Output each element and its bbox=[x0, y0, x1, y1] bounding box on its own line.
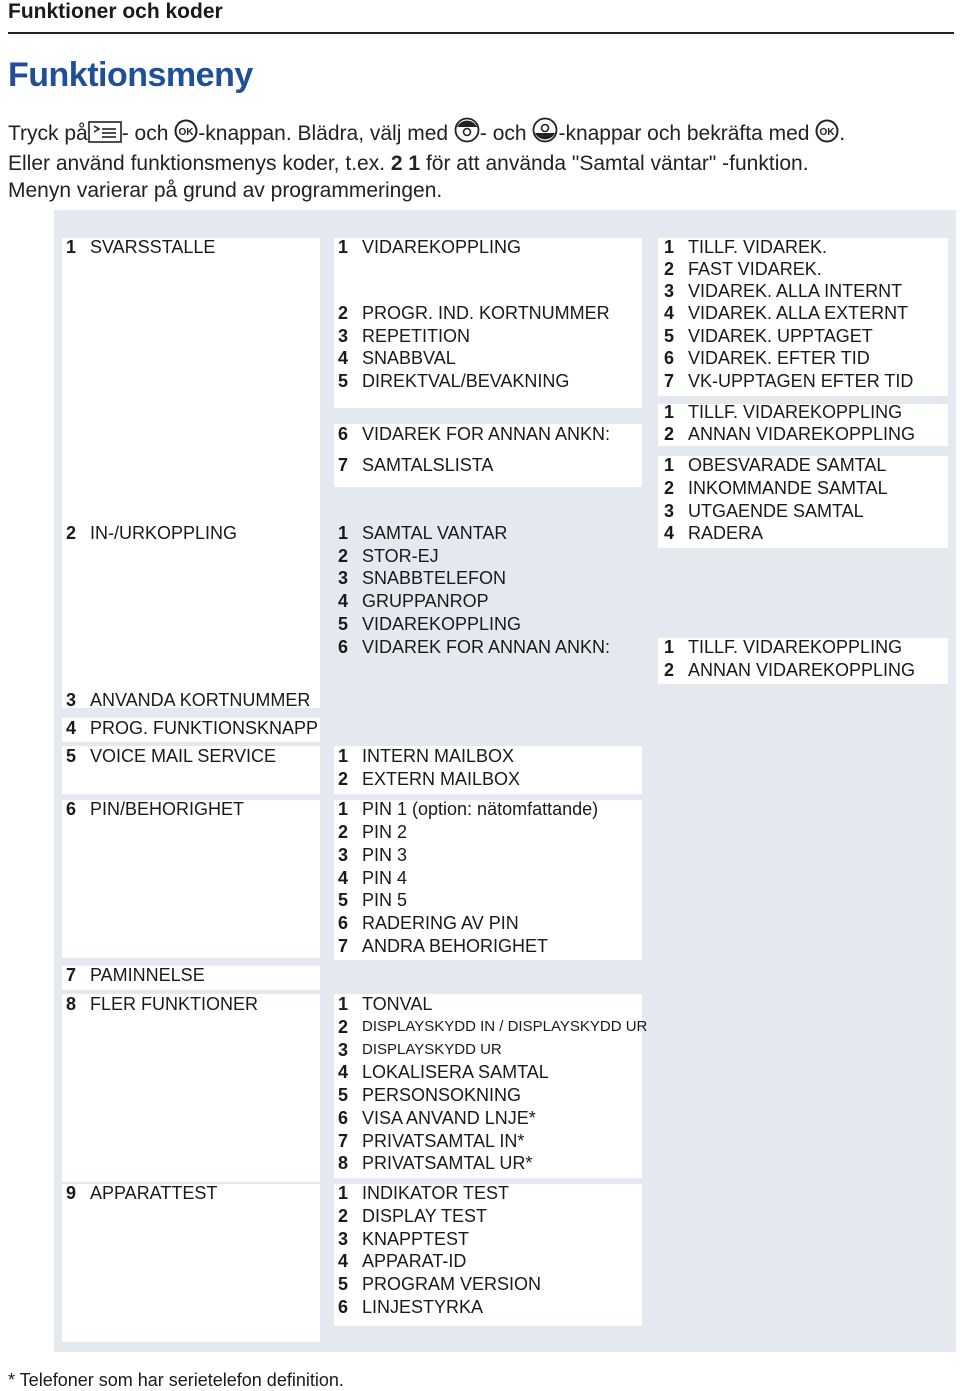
col1-item-number: 6 bbox=[66, 799, 77, 819]
col3-item-number: 7 bbox=[664, 371, 675, 391]
col2-item-label: PERSONSOKNING bbox=[362, 1085, 522, 1105]
col2-item-label: VIDAREKOPPLING bbox=[362, 237, 522, 257]
col3-item-label: ANNAN VIDAREKOPPLING bbox=[688, 660, 916, 680]
col2-item-label: INTERN MAILBOX bbox=[362, 746, 515, 766]
intro-l1d: - och bbox=[479, 122, 527, 145]
col2-item-label: VIDAREK FOR ANNAN ANKN: bbox=[362, 424, 611, 444]
col2-item-number: 2 bbox=[338, 1017, 349, 1037]
col2-item-number: 4 bbox=[338, 591, 349, 611]
col3-item-label: OBESVARADE SAMTAL bbox=[688, 455, 887, 475]
col2-item-label: SNABBVAL bbox=[362, 348, 456, 368]
col2-item-label: PRIVATSAMTAL UR* bbox=[362, 1153, 533, 1173]
menu-column-box bbox=[62, 524, 320, 706]
col2-item-number: 4 bbox=[338, 1062, 349, 1082]
col2-item-label: PIN 4 bbox=[362, 868, 408, 888]
col2-item-number: 2 bbox=[338, 769, 349, 789]
intro-l1b: - och bbox=[121, 122, 169, 145]
col1-item-label: VOICE MAIL SERVICE bbox=[90, 746, 277, 766]
col2-item-label: GRUPPANROP bbox=[362, 591, 489, 611]
col2-item-number: 3 bbox=[338, 326, 349, 346]
intro-code: 2 1 bbox=[390, 152, 421, 175]
col1-item-number: 2 bbox=[66, 523, 77, 543]
col2-item-number: 4 bbox=[338, 348, 349, 368]
col1-item-label: PIN/BEHORIGHET bbox=[90, 799, 245, 819]
svg-text:OK: OK bbox=[819, 127, 835, 138]
col2-item-label: PIN 5 bbox=[362, 890, 408, 910]
col3-item-label: VK-UPPTAGEN EFTER TID bbox=[688, 371, 914, 391]
col2-item-number: 1 bbox=[338, 237, 349, 257]
col2-item-label: INDIKATOR TEST bbox=[362, 1183, 510, 1203]
menu-key-icon bbox=[88, 121, 122, 150]
col3-item-number: 2 bbox=[664, 660, 675, 680]
col1-item-label: ANVANDA KORTNUMMER bbox=[90, 690, 311, 710]
intro-text bbox=[8, 117, 958, 204]
col3-item-number: 6 bbox=[664, 348, 675, 368]
col2-item-label: RADERING AV PIN bbox=[362, 913, 519, 933]
col2-item-number: 2 bbox=[338, 822, 349, 842]
col3-item-label: TILLF. VIDAREKOPPLING bbox=[688, 637, 903, 657]
col2-item-label: DISPLAYSKYDD UR bbox=[362, 1041, 502, 1058]
col2-item-label: SNABBTELEFON bbox=[362, 568, 507, 588]
scroll-up-key-icon bbox=[454, 117, 480, 150]
col2-item-label: SAMTAL VANTAR bbox=[362, 523, 508, 543]
col2-item-number: 3 bbox=[338, 845, 349, 865]
col3-item-number: 4 bbox=[664, 303, 675, 323]
col1-item-number: 8 bbox=[66, 994, 77, 1014]
col1-item-number: 4 bbox=[66, 718, 77, 738]
intro-line-1 bbox=[8, 117, 958, 150]
col2-item-number: 4 bbox=[338, 1251, 349, 1271]
col2-item-number: 8 bbox=[338, 1153, 349, 1173]
intro-l2a: Eller använd funktionsmenys koder, t.ex. bbox=[8, 152, 386, 175]
col1-item-number: 5 bbox=[66, 746, 77, 766]
col1-item-number: 9 bbox=[66, 1183, 77, 1203]
col2-item-label: PIN 1 (option: nätomfattande) bbox=[362, 799, 599, 819]
col2-item-label: REPETITION bbox=[362, 326, 471, 346]
col2-item-number: 3 bbox=[338, 1040, 349, 1060]
col2-item-number: 7 bbox=[338, 1131, 349, 1151]
col2-item-number: 5 bbox=[338, 371, 349, 391]
col2-item-label: LOKALISERA SAMTAL bbox=[362, 1062, 549, 1082]
col2-item-number: 2 bbox=[338, 303, 349, 323]
col1-item-number: 1 bbox=[66, 237, 77, 257]
menu-column-box bbox=[62, 1184, 320, 1342]
col3-item-number: 2 bbox=[664, 259, 675, 279]
col2-item-number: 5 bbox=[338, 1274, 349, 1294]
col1-item-number: 3 bbox=[66, 690, 77, 710]
col2-item-label: DIREKTVAL/BEVAKNING bbox=[362, 371, 570, 391]
intro-l1a: Tryck på bbox=[8, 122, 88, 145]
col2-item-label: VISA ANVAND LNJE* bbox=[362, 1108, 536, 1128]
col2-item-label: VIDAREK FOR ANNAN ANKN: bbox=[362, 637, 611, 657]
col3-item-number: 1 bbox=[664, 637, 675, 657]
col2-item-number: 4 bbox=[338, 868, 349, 888]
col3-item-label: TILLF. VIDAREKOPPLING bbox=[688, 402, 903, 422]
col2-item-number: 2 bbox=[338, 546, 349, 566]
col3-item-number: 3 bbox=[664, 281, 675, 301]
col3-item-label: FAST VIDAREK. bbox=[688, 259, 822, 279]
col2-item-label: DISPLAY TEST bbox=[362, 1206, 488, 1226]
col1-item-label: PROG. FUNKTIONSKNAPP bbox=[90, 718, 319, 738]
col3-item-label: RADERA bbox=[688, 523, 764, 543]
intro-l1f: . bbox=[839, 122, 846, 145]
intro-l2b: för att använda "Samtal väntar" -funktion. bbox=[425, 152, 809, 175]
section-header: Funktioner och koder bbox=[8, 0, 223, 23]
col2-item-label: PROGR. IND. KORTNUMMER bbox=[362, 303, 610, 323]
col2-item-label: PROGRAM VERSION bbox=[362, 1274, 542, 1294]
col2-item-number: 6 bbox=[338, 637, 349, 657]
col2-item-number: 1 bbox=[338, 1183, 349, 1203]
intro-l1c: -knappan. Blädra, välj med bbox=[198, 122, 449, 145]
col3-item-number: 3 bbox=[664, 501, 675, 521]
page-title: Funktionsmeny bbox=[8, 56, 253, 94]
col2-item-number: 1 bbox=[338, 746, 349, 766]
col2-item-number: 6 bbox=[338, 424, 349, 444]
col2-item-number: 6 bbox=[338, 913, 349, 933]
intro-l1e: -knappar och bekräfta med bbox=[558, 122, 810, 145]
col2-item-label: VIDAREKOPPLING bbox=[362, 614, 522, 634]
col2-item-number: 5 bbox=[338, 1085, 349, 1105]
ok-key-icon-2 bbox=[815, 119, 839, 150]
col2-item-number: 3 bbox=[338, 1229, 349, 1249]
ok-key-icon bbox=[174, 119, 198, 150]
col2-item-number: 7 bbox=[338, 936, 349, 956]
col3-item-number: 4 bbox=[664, 523, 675, 543]
col3-item-label: VIDAREK. EFTER TID bbox=[688, 348, 870, 368]
col3-item-label: VIDAREK. UPPTAGET bbox=[688, 326, 873, 346]
col3-item-label: ANNAN VIDAREKOPPLING bbox=[688, 424, 916, 444]
col2-item-number: 1 bbox=[338, 994, 349, 1014]
col2-item-label: KNAPPTEST bbox=[362, 1229, 470, 1249]
col2-item-number: 2 bbox=[338, 1206, 349, 1226]
col2-item-label: SAMTALSLISTA bbox=[362, 455, 494, 475]
col2-item-label: STOR-EJ bbox=[362, 546, 439, 566]
col3-item-number: 5 bbox=[664, 326, 675, 346]
col3-item-label: VIDAREK. ALLA EXTERNT bbox=[688, 303, 909, 323]
col1-item-label: IN-/URKOPPLING bbox=[90, 523, 238, 543]
col2-item-label: TONVAL bbox=[362, 994, 433, 1014]
col2-item-number: 1 bbox=[338, 523, 349, 543]
intro-line-3: Menyn varierar på grund av programmeringen. bbox=[8, 179, 443, 202]
col2-item-number: 7 bbox=[338, 455, 349, 475]
col1-item-number: 7 bbox=[66, 965, 77, 985]
col2-item-label: ANDRA BEHORIGHET bbox=[362, 936, 549, 956]
col3-item-label: VIDAREK. ALLA INTERNT bbox=[688, 281, 903, 301]
col2-item-number: 3 bbox=[338, 568, 349, 588]
scroll-down-key-icon bbox=[532, 117, 558, 150]
col2-item-label: PIN 2 bbox=[362, 822, 408, 842]
col1-item-label: APPARATTEST bbox=[90, 1183, 218, 1203]
col2-item-number: 5 bbox=[338, 890, 349, 910]
col2-item-label: EXTERN MAILBOX bbox=[362, 769, 521, 789]
col2-item-number: 6 bbox=[338, 1108, 349, 1128]
footnote: * Telefoner som har serietelefon definition. bbox=[8, 1370, 344, 1390]
menu-column-box bbox=[62, 994, 320, 1182]
menu-column-box bbox=[62, 800, 320, 958]
col2-item-label: DISPLAYSKYDD IN / DISPLAYSKYDD UR bbox=[362, 1018, 648, 1035]
col2-item-number: 6 bbox=[338, 1297, 349, 1317]
col3-item-number: 1 bbox=[664, 402, 675, 422]
col3-item-label: UTGAENDE SAMTAL bbox=[688, 501, 864, 521]
col1-item-label: PAMINNELSE bbox=[90, 965, 205, 985]
svg-text:OK: OK bbox=[178, 127, 194, 138]
intro-line-2 bbox=[8, 150, 958, 177]
col2-item-number: 5 bbox=[338, 614, 349, 634]
col3-item-label: TILLF. VIDAREK. bbox=[688, 237, 828, 257]
col3-item-number: 1 bbox=[664, 237, 675, 257]
col1-item-label: SVARSSTALLE bbox=[90, 237, 216, 257]
header-rule bbox=[8, 32, 954, 34]
col3-item-number: 1 bbox=[664, 455, 675, 475]
col2-item-label: PIN 3 bbox=[362, 845, 408, 865]
col2-item-label: PRIVATSAMTAL IN* bbox=[362, 1131, 525, 1151]
col3-item-number: 2 bbox=[664, 478, 675, 498]
col2-item-number: 1 bbox=[338, 799, 349, 819]
col2-item-label: LINJESTYRKA bbox=[362, 1297, 484, 1317]
col2-item-label: APPARAT-ID bbox=[362, 1251, 467, 1271]
col3-item-label: INKOMMANDE SAMTAL bbox=[688, 478, 888, 498]
col1-item-label: FLER FUNKTIONER bbox=[90, 994, 259, 1014]
col3-item-number: 2 bbox=[664, 424, 675, 444]
